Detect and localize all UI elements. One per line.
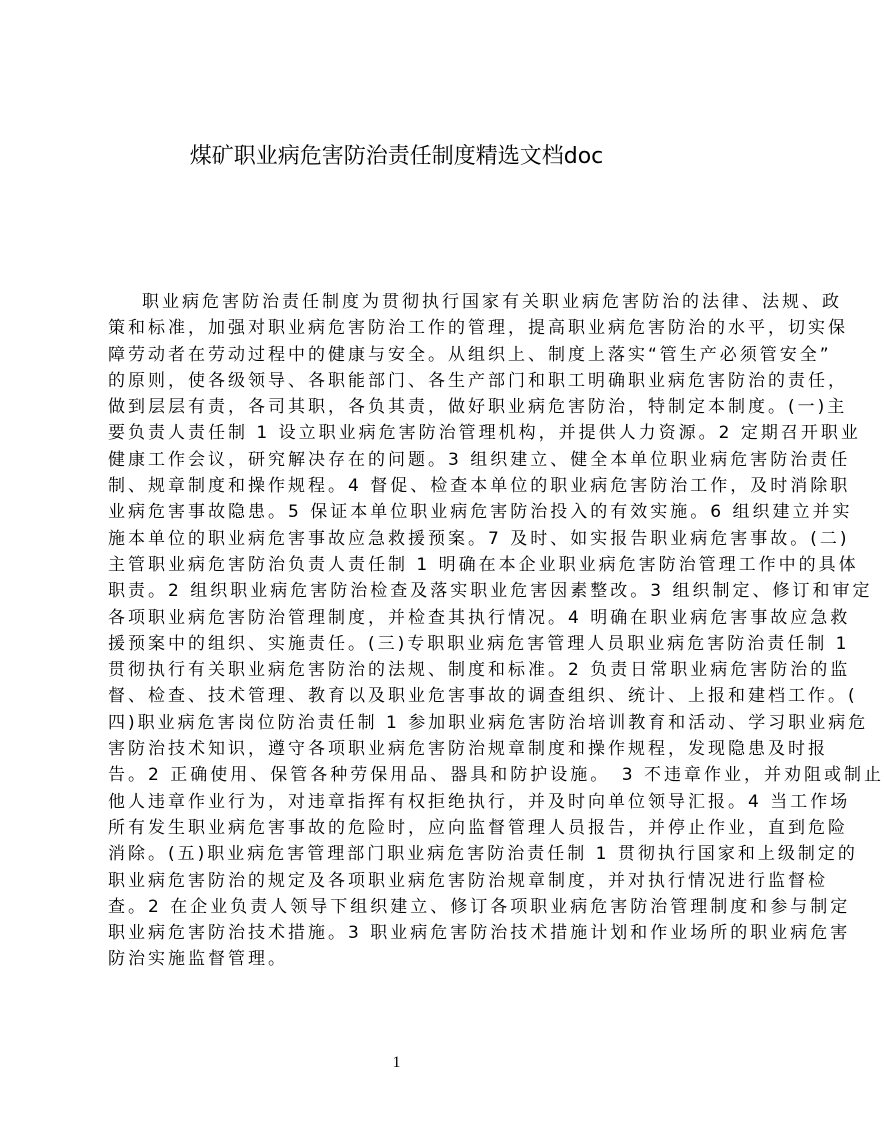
text-line: 主管职业病危害防治负责人责任制 1 明确在本企业职业病危害防治管理工作中的具体 [108, 554, 859, 575]
text-line: 职业病危害防治技术措施。3 职业病危害防治技术措施计划和作业场所的职业病危害 [108, 923, 851, 944]
text-line: 防治实施监督管理。 [108, 949, 288, 970]
text-line: 职业病危害防治责任制度为贯彻执行国家有关职业病危害防治的法律、法规、政 [142, 292, 842, 312]
text-line: 策和标准，加强对职业病危害防治工作的管理，提高职业病危害防治的水平，切实保 [108, 318, 848, 339]
text-line: 援预案中的组织、实施责任。(三)专职职业病危害管理人员职业病危害防治责任制 1 [108, 633, 850, 654]
text-line: 业病危害事故隐患。5 保证本单位职业病危害防治投入的有效实施。6 组织建立并实 [108, 502, 853, 523]
text-line: 职业病危害防治的规定及各项职业病危害防治规章制度，并对执行情况进行监督检 [108, 870, 828, 891]
text-line: 他人违章作业行为，对违章指挥有权拒绝执行，并及时向单位领导汇报。4 当工作场 [108, 791, 851, 812]
text-line: 查。2 在企业负责人领导下组织建立、修订各项职业病危害防治管理制度和参与制定 [108, 896, 851, 917]
text-line: 障劳动者在劳动过程中的健康与安全。从组织上、制度上落实“管生产必须管安全” [108, 344, 832, 365]
text-line: 消除。(五)职业病危害管理部门职业病危害防治责任制 1 贯彻执行国家和上级制定的 [108, 844, 858, 865]
text-line: 健康工作会议，研究解决存在的问题。3 组织建立、健全本单位职业病危害防治责任 [108, 449, 851, 470]
text-line: 要负责人责任制 1 设立职业病危害防治管理机构，并提供人力资源。2 定期召开职业 [108, 423, 861, 444]
document-title: 煤矿职业病危害防治责任制度精选文档doc [189, 144, 604, 169]
text-line: 的原则，使各级领导、各职能部门、各生产部门和职工明确职业病危害防治的责任， [108, 370, 848, 391]
text-line: 告。2 正确使用、保管各种劳保用品、器具和防护设施。 3 不违章作业，并劝阻或制止 [108, 765, 884, 786]
text-line: 所有发生职业病危害事故的危险时，应向监督管理人员报告，并停止作业，直到危险 [108, 817, 848, 838]
text-line: 四)职业病危害岗位防治责任制 1 参加职业病危害防治培训教育和活动、学习职业病危 [108, 712, 869, 733]
document-body [108, 289, 884, 973]
text-line: 贯彻执行有关职业病危害防治的法规、制度和标准。2 负责日常职业病危害防治的监 [108, 660, 851, 681]
text-line: 督、检查、技术管理、教育以及职业危害事故的调查组织、统计、上报和建档工作。( [108, 686, 858, 707]
text-line: 各项职业病危害防治管理制度，并检查其执行情况。4 明确在职业病危害事故应急救 [108, 607, 851, 628]
text-line: 施本单位的职业病危害事故应急救援预案。7 及时、如实报告职业病危害事故。(二) [108, 528, 850, 549]
text-line: 害防治技术知识，遵守各项职业病危害防治规章制度和操作规程，发现隐患及时报 [108, 739, 828, 760]
text-line: 职责。2 组织职业病危害防治检查及落实职业危害因素整改。3 组织制定、修订和审定 [108, 581, 873, 602]
text-line: 制、规章制度和操作规程。4 督促、检查本单位的职业病危害防治工作，及时消除职 [108, 476, 851, 497]
page-number: 1 [392, 1054, 401, 1071]
text-line: 做到层层有责，各司其职，各负其责，做好职业病危害防治，特制定本制度。(一)主 [108, 397, 848, 418]
